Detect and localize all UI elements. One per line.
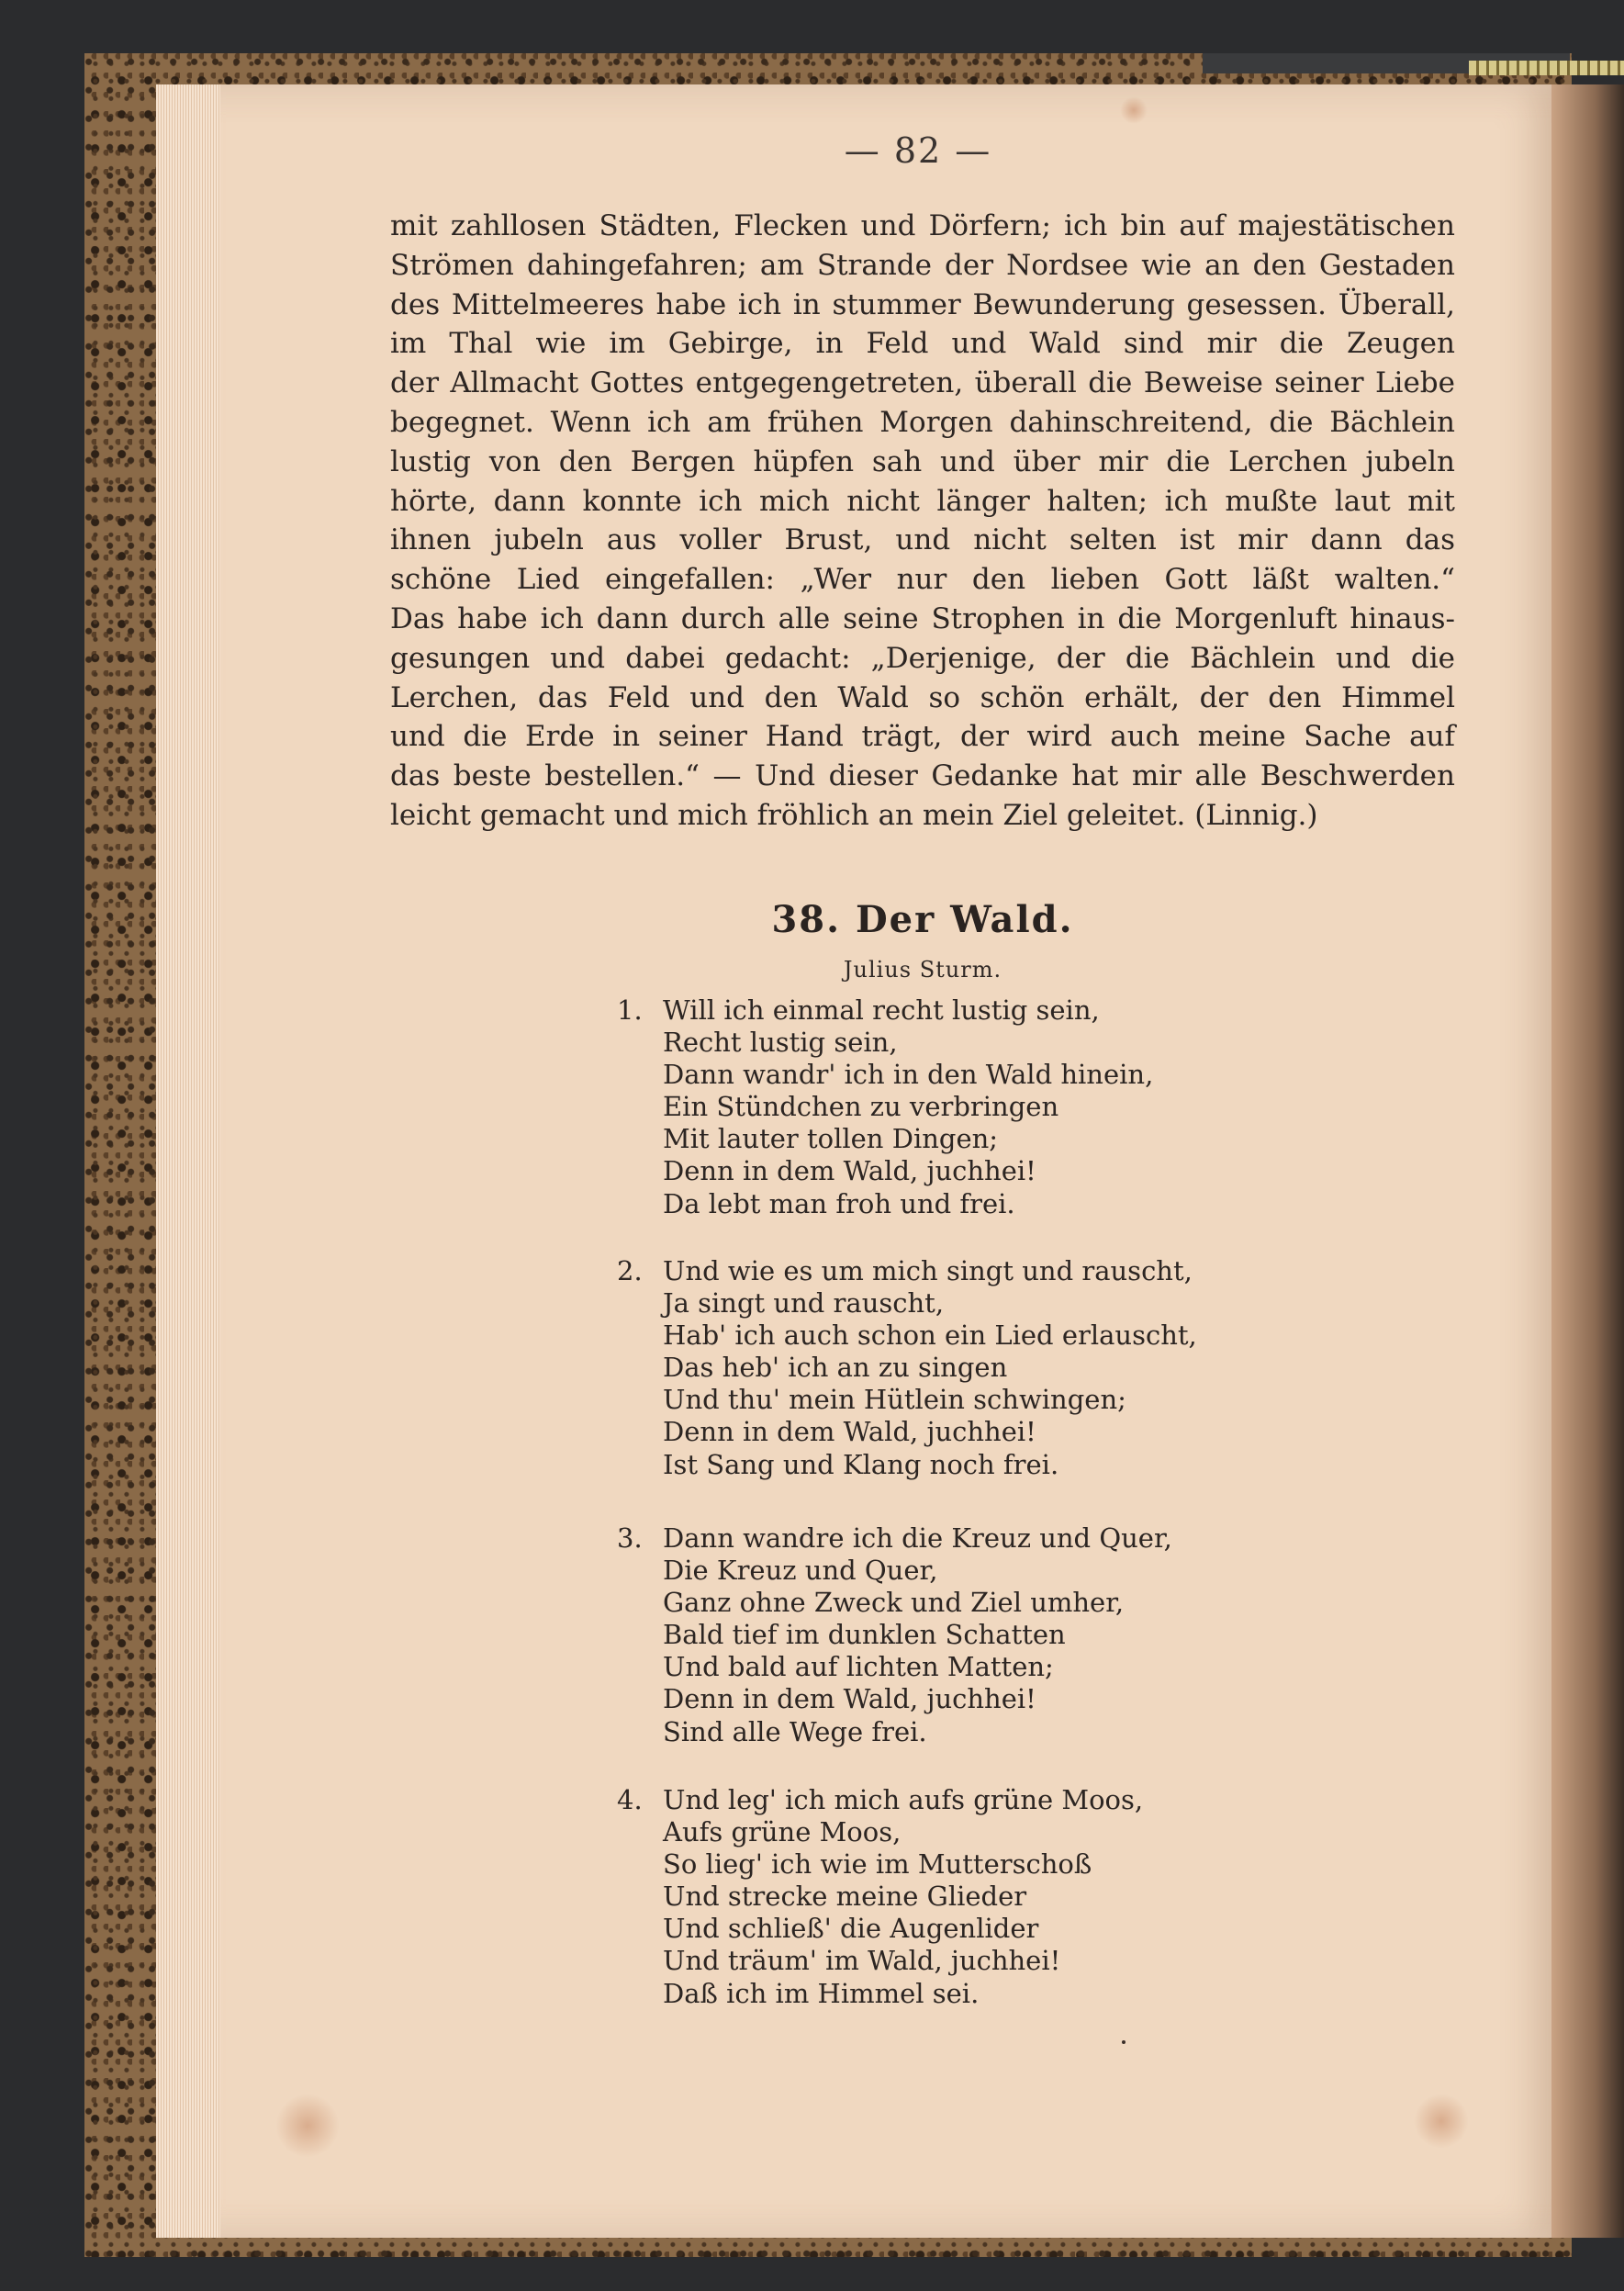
page-stack-edge (156, 84, 220, 2238)
stanza-number: 2. (617, 1255, 643, 1286)
prose-line: schöne Lied eingefallen: „Wer nur den lieben Gott läßt walten.“ (390, 563, 1455, 597)
prose-line: begegnet. Wenn ich am frühen Morgen dahinschreitend, die Bächlein (390, 405, 1455, 439)
poem-stanza (617, 994, 1443, 1220)
prose-line: leicht gemacht und mich fröhlich an mein Ziel geleitet. (Linnig.) (390, 798, 1318, 832)
book-gutter (1551, 84, 1624, 2238)
prose-line: Das habe ich dann durch alle seine Strophen in die Morgenluft hinaus- (390, 601, 1455, 635)
stanza-line: Und wie es um mich singt und rauscht, (663, 1255, 1193, 1286)
stanza-number: 4. (617, 1784, 643, 1815)
stanza-line: Denn in dem Wald, juchhei! (663, 1683, 1036, 1715)
prose-line: Strömen dahingefahren; am Strande der Nordsee wie an den Gestaden (390, 248, 1455, 282)
prose-line: Lerchen, das Feld und den Wald so schön erhält, der den Himmel (390, 680, 1455, 714)
prose-text (390, 207, 1455, 836)
stanza-line: Und träum' im Wald, juchhei! (663, 1945, 1061, 1977)
prose-line: des Mittelmeeres habe ich in stummer Bewunderung gesessen. Überall, (390, 287, 1455, 321)
stanza-line: Und strecke meine Glieder (663, 1881, 1027, 1913)
stanza-line: Da lebt man froh und frei. (663, 1187, 1015, 1219)
stanza-line: So lieg' ich wie im Mutterschoß (663, 1848, 1092, 1881)
stanza-line: Das heb' ich an zu singen (663, 1352, 1008, 1384)
stanza-line: Recht lustig sein, (663, 1027, 898, 1059)
stanza-line: Ganz ohne Zweck und Ziel umher, (663, 1587, 1125, 1619)
prose-line: und die Erde in seiner Hand trägt, der wird auch meine Sache auf (390, 720, 1455, 754)
stanza-line: Will ich einmal recht lustig sein, (663, 994, 1100, 1026)
poem-stanza (617, 1255, 1443, 1481)
poem-title: 38. Der Wald. (771, 898, 1074, 941)
stanza-line: Bald tief im dunklen Schatten (663, 1619, 1066, 1651)
prose-line: mit zahllosen Städten, Flecken und Dörfern; ich bin auf majestätischen (390, 209, 1455, 242)
prose-line: im Thal wie im Gebirge, in Feld und Wald sind mir die Zeugen (390, 327, 1455, 361)
prose-line: gesungen und dabei gedacht: „Derjenige, der die Bächlein und die (390, 641, 1455, 675)
poem-stanza (617, 1522, 1443, 1748)
stanza-number: 1. (617, 994, 643, 1026)
stanza-line: Und thu' mein Hütlein schwingen; (663, 1384, 1126, 1416)
page-stain (1120, 96, 1148, 124)
page-stain (1414, 2094, 1469, 2149)
stanza-line: Hab' ich auch schon ein Lied erlauscht, (663, 1320, 1197, 1352)
stanza-line: Und schließ' die Augenlider (663, 1913, 1039, 1945)
stanza-line: Ein Stündchen zu verbringen (663, 1091, 1059, 1123)
stanza-line: Denn in dem Wald, juchhei! (663, 1416, 1036, 1448)
stanza-line: Aufs grüne Moos, (663, 1816, 902, 1848)
prose-line: das beste bestellen.“ — Und dieser Gedanke hat mir alle Beschwerden (390, 759, 1455, 793)
book-gilt-edge (1469, 61, 1624, 75)
stanza-line: Dann wandr' ich in den Wald hinein, (663, 1059, 1154, 1091)
stanza-line: Ist Sang und Klang noch frei. (663, 1448, 1059, 1480)
prose-line: ihnen jubeln aus voller Brust, und nicht selten ist mir dann das (390, 523, 1455, 557)
stanza-line: Daß ich im Himmel sei. (663, 1977, 980, 2009)
stanza-line: Sind alle Wege frei. (663, 1715, 927, 1747)
prose-line: lustig von den Bergen hüpfen sah und über mir die Lerchen jubeln (390, 444, 1455, 478)
stanza-line: Und bald auf lichten Matten; (663, 1651, 1054, 1683)
stanza-line: Die Kreuz und Quer, (663, 1555, 938, 1587)
ink-speck (1122, 2040, 1126, 2044)
prose-line: hörte, dann konnte ich mich nicht länger halten; ich mußte laut mit (390, 484, 1455, 518)
stanza-number: 3. (617, 1522, 643, 1554)
poem-stanza (617, 1784, 1443, 2010)
prose-line: der Allmacht Gottes entgegengetreten, überall die Beweise seiner Liebe (390, 366, 1455, 400)
page-number: — 82 — (844, 130, 992, 171)
stanza-line: Dann wandre ich die Kreuz und Quer, (663, 1522, 1172, 1554)
page-stain (275, 2094, 340, 2158)
stanza-line: Mit lauter tollen Dingen; (663, 1123, 999, 1155)
stanza-line: Ja singt und rauscht, (663, 1287, 945, 1320)
stanza-line: Denn in dem Wald, juchhei! (663, 1155, 1036, 1187)
poem-author: Julius Sturm. (843, 957, 1002, 983)
stanza-line: Und leg' ich mich aufs grüne Moos, (663, 1784, 1144, 1815)
